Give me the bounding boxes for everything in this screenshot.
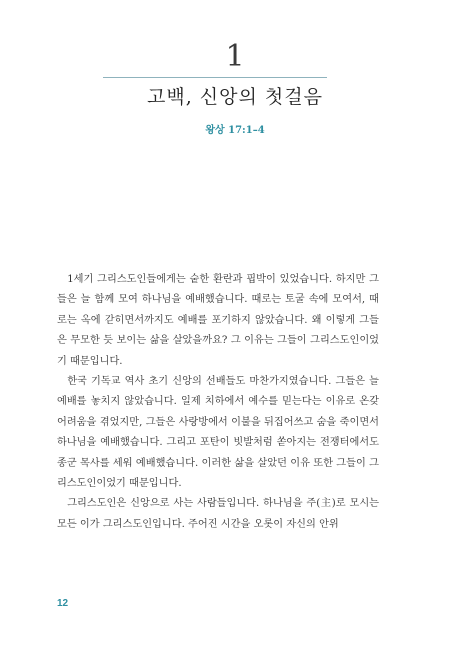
page-number: 12 [57, 598, 69, 609]
paragraph: 그리스도인은 신앙으로 사는 사람들입니다. 하나님을 주(主)로 모시는 모든 이가 그리스도인입니다. 주어진 시간을 오롯이 자신의 안위 [57, 498, 379, 530]
scripture-reference: 왕상 17:1–4 [205, 125, 265, 136]
body-text [57, 270, 379, 535]
paragraph: 1세기 그리스도인들에게는 숱한 환란과 핍박이 있었습니다. 하지만 그들은 늘 함께 모여 하나님을 예배했습니다. 때로는 토굴 속에 모여서, 때로는 옥에 갇히면서까지도 예배를 포기하지 않았습니다. 왜 이렇게 그들은 무모한 듯 보이는 삶을 살았을까요? 그 이유는 그들이 그리스도인이었기 때문입니다. [57, 274, 379, 367]
title-divider [103, 77, 327, 78]
chapter-title: 고백, 신앙의 첫걸음 [147, 86, 323, 108]
paragraph: 한국 기독교 역사 초기 신앙의 선배들도 마찬가지였습니다. 그들은 늘 예배를 놓치지 않았습니다. 일제 치하에서 예수를 믿는다는 이유로 온갖 어려움을 겪었지만, 그들은 사랑방에서 이불을 뒤집어쓰고 숨을 죽이면서 하나님을 예배했습니다. 그리고 포탄이 빗발처럼 쏟아지는 전쟁터에서도 종군 목사를 세워 예배했습니다. 이러한 삶을 살았던 이유 또한 그들이 그리스도인이었기 때문입니다. [57, 376, 379, 490]
chapter-number: 1 [225, 39, 245, 74]
